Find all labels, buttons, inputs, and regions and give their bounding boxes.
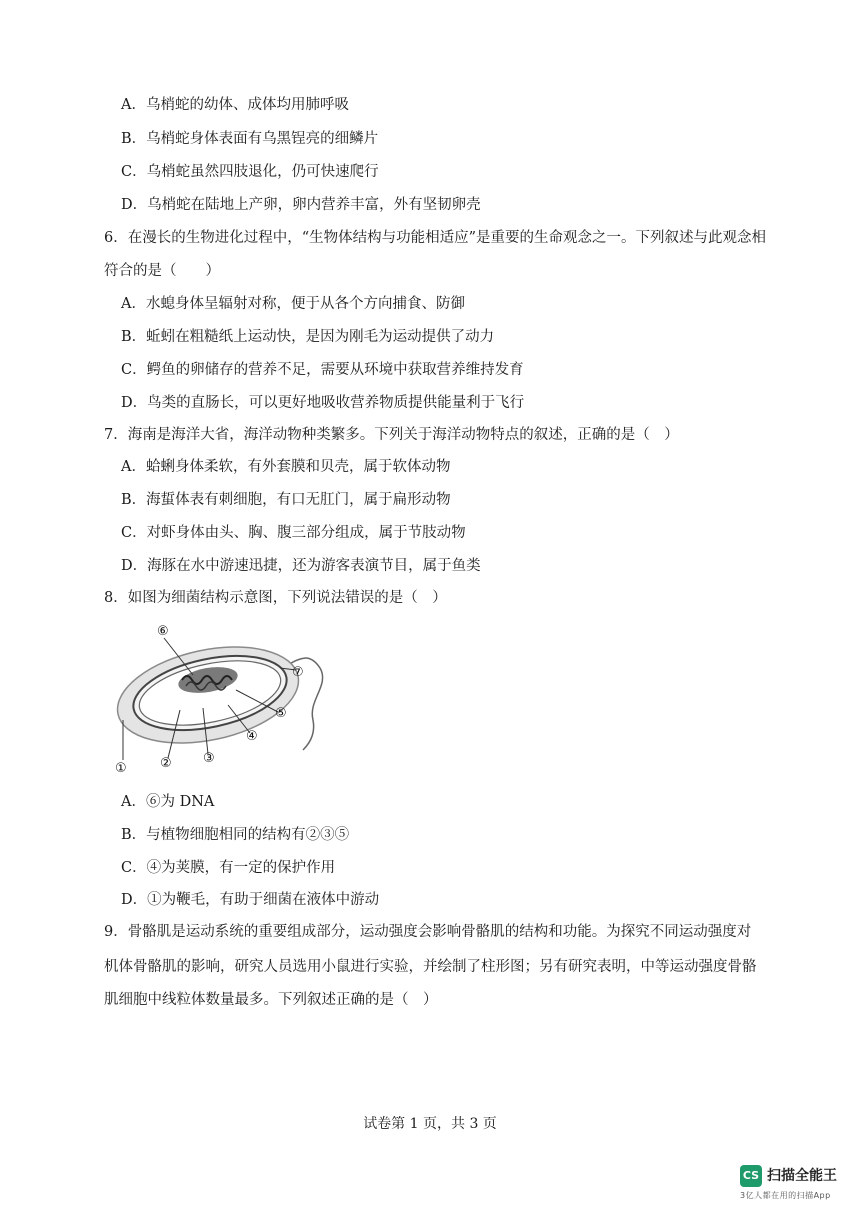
q7-option-b: B．海蜇体表有刺细胞，有口无肛门，属于扁形动物 [121, 492, 451, 508]
label-4: ④ [246, 729, 258, 744]
q9-line1: 9．骨骼肌是运动系统的重要组成部分，运动强度会影响骨骼肌的结构和功能。为探究不同运动强度对 [104, 924, 752, 940]
q5-option-a: A．乌梢蛇的幼体、成体均用肺呼吸 [121, 97, 349, 113]
q8-option-a: A．⑥为 DNA [121, 794, 215, 810]
label-3: ③ [203, 751, 215, 766]
camscanner-logo-icon: CS [740, 1165, 762, 1187]
q6-option-c: C．鳄鱼的卵储存的营养不足，需要从环境中获取营养维持发育 [121, 362, 524, 378]
label-7: ⑦ [292, 665, 304, 680]
q9-line2: 机体骨骼肌的影响，研究人员选用小鼠进行实验，并绘制了柱形图；另有研究表明，中等运动强度骨骼 [104, 959, 757, 975]
q8-stem: 8．如图为细菌结构示意图，下列说法错误的是（ ） [104, 590, 447, 606]
q7-option-c: C．对虾身体由头、胸、腹三部分组成，属于节肢动物 [121, 525, 466, 541]
q6-stem-line1: 6．在漫长的生物进化过程中，“生物体结构与功能相适应”是重要的生命观念之一。下列叙述与此观念相 [104, 230, 767, 246]
q6-option-a: A．水螅身体呈辐射对称，便于从各个方向捕食、防御 [121, 296, 465, 312]
q7-option-d: D．海豚在水中游速迅捷，还为游客表演节目，属于鱼类 [121, 558, 481, 574]
scanner-watermark [740, 1163, 850, 1207]
label-1: ① [115, 761, 127, 776]
q7-stem: 7．海南是海洋大省，海洋动物种类繁多。下列关于海洋动物特点的叙述，正确的是（ ） [104, 427, 679, 443]
q5-option-b: B．乌梢蛇身体表面有乌黑锃亮的细鳞片 [121, 131, 379, 147]
q9-line3: 肌细胞中线粒体数量最多。下列叙述正确的是（ ） [104, 992, 438, 1008]
q8-option-b: B．与植物细胞相同的结构有②③⑤ [121, 827, 350, 843]
watermark-subtitle: 3亿人都在用的扫描App [740, 1191, 831, 1200]
q8-option-d: D．①为鞭毛，有助于细菌在液体中游动 [121, 892, 380, 908]
label-2: ② [160, 756, 172, 771]
q6-stem-line2: 符合的是（ ） [104, 263, 220, 279]
label-6: ⑥ [157, 624, 169, 639]
label-5: ⑤ [275, 706, 287, 721]
page-footer: 试卷第 1 页，共 3 页 [363, 1116, 497, 1132]
q5-option-d: D．乌梢蛇在陆地上产卵，卵内营养丰富，外有坚韧卵壳 [121, 197, 481, 213]
q8-option-c: C．④为荚膜，有一定的保护作用 [121, 860, 336, 876]
watermark-name: 扫描全能王 [767, 1168, 837, 1184]
bacteria-structure-figure [108, 620, 338, 780]
q5-option-c: C．乌梢蛇虽然四肢退化，仍可快速爬行 [121, 164, 379, 180]
q7-option-a: A．蛤蜊身体柔软，有外套膜和贝壳，属于软体动物 [121, 459, 451, 475]
q6-option-b: B．蚯蚓在粗糙纸上运动快，是因为刚毛为运动提供了动力 [121, 329, 495, 345]
q6-option-d: D．鸟类的直肠长，可以更好地吸收营养物质提供能量利于飞行 [121, 395, 525, 411]
